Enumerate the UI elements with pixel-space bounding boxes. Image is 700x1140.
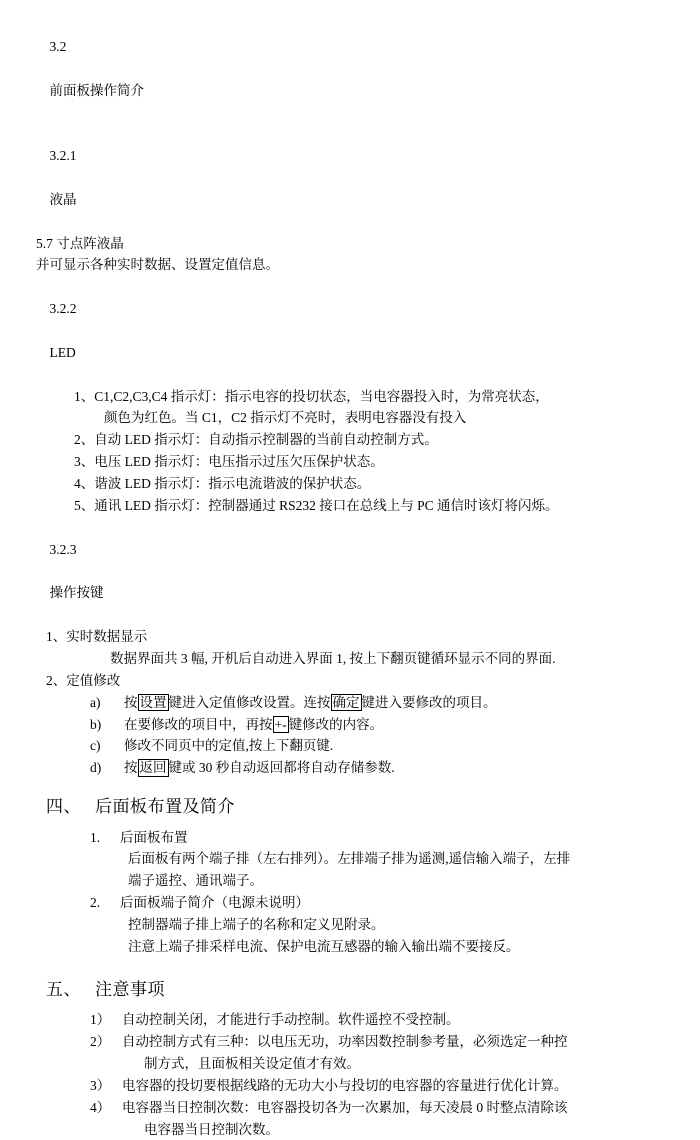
list-item (90, 1009, 682, 1031)
list-text (124, 692, 682, 714)
section-title: 操作按键 (49, 585, 104, 601)
list-item (90, 757, 682, 779)
list-item (74, 451, 682, 473)
key-button-setting[interactable]: 设置 (139, 694, 167, 710)
paragraph-terminal-2: 注意上端子排采样电流、保护电流互感器的输入输出端不要接反。 (128, 938, 520, 954)
list-marker: 1、 (46, 629, 67, 645)
list-item (74, 429, 682, 451)
section-number: 3.2.1 (49, 148, 77, 164)
list-marker: 2、 (46, 672, 67, 688)
list-item (90, 892, 682, 914)
list-marker: 2. (90, 895, 101, 911)
list-item (90, 1031, 682, 1053)
section-heading-3-2-3 (36, 517, 682, 626)
list-text (124, 757, 682, 779)
section-number: 3.2.2 (49, 301, 77, 317)
list-marker: 4） (90, 1099, 111, 1115)
list-marker: b) (90, 716, 102, 732)
list-text: 自动控制方式有三种：以电压无功，功率因数控制参考量，必须选定一种控 (122, 1034, 568, 1050)
section-title: 液晶 (49, 191, 77, 207)
list-marker: 4、 (74, 476, 95, 492)
list-item (90, 692, 682, 714)
list-marker: 5、 (74, 497, 95, 513)
step-text-pre: 按 (124, 760, 138, 776)
section-title: LED (49, 344, 76, 360)
key-button-plus-minus[interactable]: +- (274, 716, 287, 732)
list-item (90, 1075, 682, 1097)
list-marker: 3、 (74, 454, 95, 470)
paragraph-note-4-cont: 电容器当日控制次数。 (144, 1121, 279, 1137)
list-text: 实时数据显示 (66, 629, 148, 645)
list-text: C1,C2,C3,C4 指示灯：指示电容的投切状态，当电容器投入时，为常亮状态， (94, 388, 549, 404)
section-number: 3.2.3 (49, 541, 77, 557)
key-button-return[interactable]: 返回 (139, 760, 167, 776)
list-item (90, 1097, 682, 1119)
section-heading-3-2 (36, 14, 682, 123)
list-item (74, 495, 682, 517)
step-text-mid: 键进入定值修改设置。连按 (168, 694, 331, 710)
list-text: 定值修改 (66, 672, 121, 688)
list-item (90, 714, 682, 736)
list-text: 谐波 LED 指示灯：指示电流谐波的保护状态。 (94, 476, 371, 492)
list-marker: 1、 (74, 388, 95, 404)
chapter-number: 四、 (46, 797, 81, 817)
paragraph-note-2-cont: 制方式，且面板相关设定值才有效。 (144, 1056, 360, 1072)
list-marker: 2） (90, 1034, 111, 1050)
list-marker: 1. (90, 829, 101, 845)
list-item (90, 827, 682, 849)
chapter-number: 五、 (46, 979, 81, 999)
list-text: 电压 LED 指示灯：电压指示过压欠压保护状态。 (94, 454, 384, 470)
list-text: 电容器当日控制次数：电容器投切各为一次累加，每天凌晨 0 时整点清除该 (122, 1099, 568, 1115)
list-item (74, 386, 682, 408)
step-text-post: 键或 30 秒自动返回都将自动存储参数. (168, 760, 395, 776)
list-marker-empty (74, 407, 104, 429)
list-text: 自动控制关闭，才能进行手动控制。软件遥控不受控制。 (122, 1012, 460, 1028)
list-item (90, 735, 682, 757)
list-text: 后面板布置 (120, 829, 188, 845)
list-text: 自动 LED 指示灯：自动指示控制器的当前自动控制方式。 (94, 432, 438, 448)
paragraph-rear-panel-2: 端子遥控、通讯端子。 (128, 873, 263, 889)
paragraph-rear-panel-1: 后面板有两个端子排（左右排列）。左排端子排为遥测,遥信输入端子，左排 (128, 851, 571, 867)
section-heading-3-2-2 (36, 276, 682, 385)
section-heading-3-2-1 (36, 123, 682, 232)
chapter-heading-4 (46, 793, 682, 821)
step-text-post: 键进入要修改的项目。 (361, 694, 497, 710)
list-marker: d) (90, 760, 102, 776)
step-text-pre: 在要修改的项目中，再按 (124, 716, 273, 732)
list-item-continuation (74, 407, 682, 429)
step-text-post: 键修改的内容。 (288, 716, 384, 732)
list-text: 后面板端子简介（电源未说明） (120, 895, 309, 911)
paragraph-lcd-spec: 5.7 寸点阵液晶 (36, 235, 124, 251)
section-number: 3.2 (49, 38, 67, 54)
list-text: 电容器的投切要根据线路的无功大小与投切的电容器的容量进行优化计算。 (122, 1077, 568, 1093)
paragraph-terminal-1: 控制器端子排上端子的名称和定义见附录。 (128, 917, 385, 933)
step-text-pre: 按 (124, 694, 138, 710)
list-text: 颜色为红色。当 C1，C2 指示灯不亮时，表明电容器没有投入 (104, 410, 467, 426)
paragraph-data-screens: 数据界面共 3 幅, 开机后自动进入界面 1, 按上下翻页键循环显示不同的界面. (110, 650, 556, 666)
list-marker: a) (90, 694, 101, 710)
list-text (124, 714, 682, 736)
list-item (46, 670, 682, 692)
section-title: 前面板操作简介 (49, 82, 144, 98)
chapter-heading-5 (46, 976, 682, 1004)
list-marker: 2、 (74, 432, 95, 448)
list-marker: 3） (90, 1077, 111, 1093)
list-text: 修改不同页中的定值,按上下翻页键. (124, 738, 334, 754)
key-button-confirm[interactable]: 确定 (332, 694, 360, 710)
list-marker: c) (90, 738, 101, 754)
paragraph-lcd-info: 并可显示各种实时数据、设置定值信息。 (36, 257, 279, 273)
chapter-title: 后面板布置及简介 (95, 797, 235, 817)
chapter-title: 注意事项 (95, 979, 165, 999)
list-text: 通讯 LED 指示灯：控制器通过 RS232 接口在总线上与 PC 通信时该灯将闪烁。 (94, 497, 559, 513)
list-item (46, 626, 682, 648)
list-item (74, 473, 682, 495)
list-marker: 1） (90, 1012, 111, 1028)
